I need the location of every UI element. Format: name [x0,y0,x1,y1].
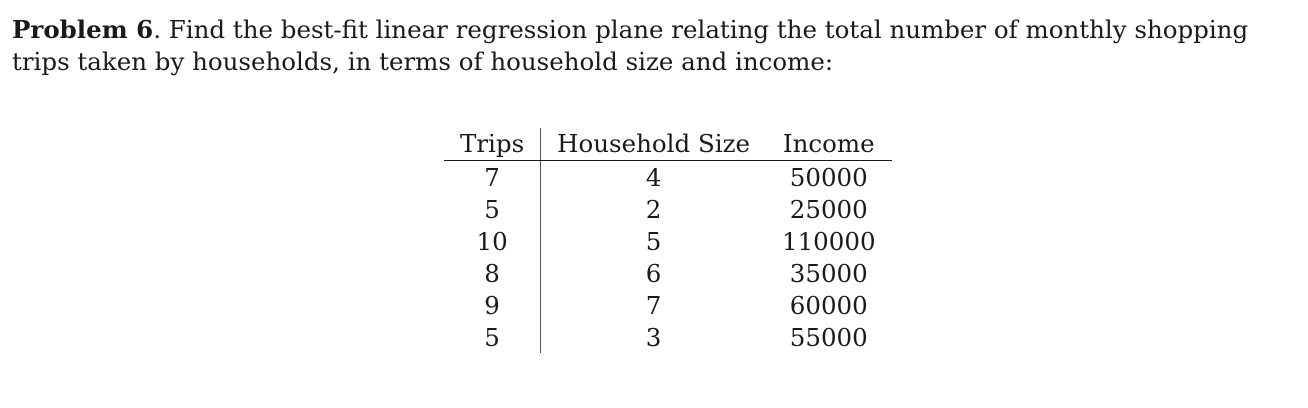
cell-household-size: 5 [645,226,662,256]
header-income: Income [766,128,892,161]
problem-text: . Find the best-fit linear regression plane relating the total number of monthly shopping trips taken by households, in terms of household size and income: [12,15,1249,76]
data-table [444,128,892,353]
cell-income: 110000 [782,226,876,256]
cell-trips: 10 [444,225,541,257]
cell-income: 25000 [789,194,868,224]
header-household-size: Household Size [541,128,766,161]
table-header-row [444,128,892,161]
cell-household-size: 3 [645,322,662,352]
cell-trips: 5 [444,193,541,225]
cell-household-size: 4 [645,162,662,192]
problem-label: Problem 6 [12,15,154,44]
cell-trips: 9 [444,289,541,321]
cell-household-size: 6 [645,258,662,288]
table-row [444,225,892,257]
cell-household-size: 7 [645,290,662,320]
data-table-container [444,128,892,353]
table-row [444,161,892,194]
cell-income: 55000 [789,322,868,352]
table-row [444,193,892,225]
cell-income: 60000 [789,290,868,320]
cell-income: 50000 [789,162,868,192]
table-row [444,289,892,321]
problem-statement [12,14,1296,78]
cell-trips: 5 [444,321,541,353]
table-row [444,257,892,289]
cell-trips: 7 [444,161,541,194]
cell-income: 35000 [789,258,868,288]
cell-trips: 8 [444,257,541,289]
table-row [444,321,892,353]
cell-household-size: 2 [645,194,662,224]
header-trips: Trips [444,128,541,161]
